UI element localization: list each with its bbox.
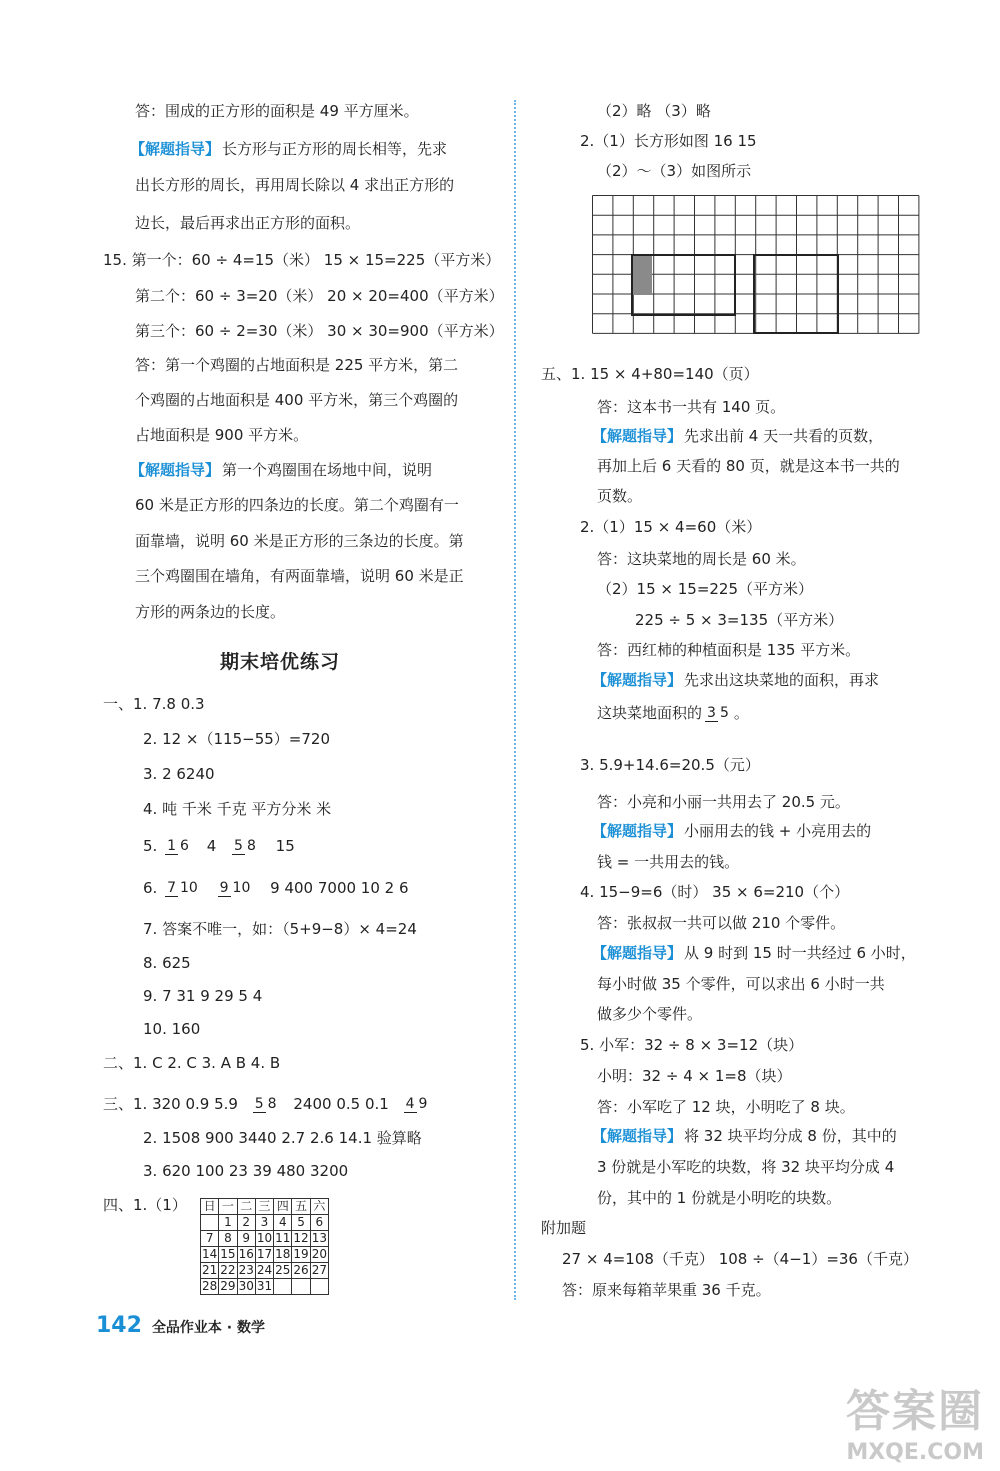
- answer-item: 4. 吨 千米 千克 平方分米 米: [143, 800, 332, 818]
- calendar-cell: 30: [238, 1279, 254, 1293]
- hint-text: 先求出这块菜地的面积，再求: [684, 671, 880, 689]
- calendar-cell: 10: [256, 1231, 273, 1245]
- answer-line: 占地面积是 900 平方米。: [135, 426, 309, 444]
- answer-item-6: [143, 877, 409, 899]
- item-number: 6.: [143, 879, 158, 897]
- calendar-cell: 20: [311, 1247, 327, 1261]
- calendar-cell: 21: [202, 1263, 218, 1277]
- grid-drawing: [592, 195, 922, 335]
- calendar-cell: 二: [237, 1199, 255, 1215]
- calendar-cell: 13: [311, 1231, 327, 1245]
- hint-text: 这块菜地面积的: [597, 704, 703, 722]
- answer-value: 4: [206, 837, 217, 855]
- answer-line: 27 × 4=108（千克） 108 ÷（4−1）=36（千克）: [562, 1250, 918, 1268]
- hint-text: 长方形与正方形的周长相等，先求: [222, 140, 448, 158]
- calendar-cell: 4: [274, 1215, 292, 1231]
- calendar-row: [201, 1231, 329, 1247]
- fraction: [218, 880, 253, 897]
- calendar-cell: 18: [275, 1247, 291, 1261]
- fraction: [232, 838, 258, 855]
- calendar-cell: 三: [255, 1199, 273, 1215]
- answer-line: （2）15 × 15=225（平方米）: [597, 580, 814, 598]
- hint-label: 【解题指导】: [130, 461, 221, 479]
- answer-value: 15: [275, 837, 295, 855]
- hint-text: 。: [733, 704, 749, 722]
- answer-line: 5. 小军：32 ÷ 8 × 3=12（块）: [580, 1036, 804, 1054]
- calendar-cell: [292, 1279, 310, 1295]
- calendar-row: [201, 1215, 329, 1231]
- answer-line: 2.（1）15 × 4=60（米）: [580, 518, 762, 536]
- calendar-cell: 23: [238, 1263, 254, 1277]
- answer-item: 7. 答案不唯一，如：（5+9−8）× 4=24: [143, 920, 417, 938]
- hint-line: 份，其中的 1 份就是小明吃的块数。: [597, 1189, 842, 1207]
- watermark-text: 答案圈: [846, 1386, 984, 1437]
- hint-label: 【解题指导】: [592, 944, 683, 962]
- calendar-cell: 11: [275, 1231, 291, 1245]
- calendar-cell: 四: [274, 1199, 292, 1215]
- calendar-cell: 15: [220, 1247, 236, 1261]
- hint-line: [597, 702, 749, 724]
- section-title: 期末培优练习: [220, 651, 341, 673]
- calendar-row: [201, 1247, 329, 1263]
- calendar-cell: 17: [256, 1247, 273, 1261]
- calendar-cell: 6: [310, 1215, 328, 1231]
- question-15-line: 15. 第一个：60 ÷ 4=15（米） 15 × 15=225（平方米）: [103, 251, 501, 269]
- fraction: [705, 705, 731, 722]
- hint-text: 从 9 时到 15 时一共经过 6 小时，: [684, 944, 916, 962]
- answer-item: 2. 12 ×（115−55）=720: [143, 730, 330, 748]
- calendar-cell: 25: [275, 1263, 291, 1277]
- answer-item: 10. 160: [143, 1020, 201, 1038]
- page-number: 142: [96, 1313, 142, 1338]
- question-15-line: 第三个：60 ÷ 2=30（米） 30 × 30=900（平方米）: [135, 322, 504, 340]
- book-title: 全品作业本 · 数学: [151, 1320, 266, 1336]
- calendar-cell: 3: [255, 1215, 273, 1231]
- fraction-denominator: 10: [232, 880, 251, 896]
- hint-line: [130, 138, 447, 160]
- fraction-numerator: 9: [219, 880, 229, 896]
- fraction-numerator: 3: [707, 705, 716, 721]
- hint-line: [592, 1125, 897, 1147]
- answer-line: 答：第一个鸡圈的占地面积是 225 平方米，第二: [135, 356, 459, 374]
- fraction: [253, 1096, 279, 1113]
- answer-item: 3. 2 6240: [143, 765, 215, 783]
- calendar-cell: 一: [219, 1199, 237, 1215]
- calendar-cell: 27: [311, 1263, 327, 1277]
- calendar-cell: 24: [256, 1263, 273, 1277]
- answer-item: 四、1.（1）: [103, 1196, 187, 1214]
- calendar-cell: 12: [293, 1231, 309, 1245]
- fraction-denominator: 8: [246, 838, 256, 854]
- hint-line: 面靠墙，说明 60 米是正方形的三条边的长度。第: [135, 532, 464, 550]
- answer-line: 答：围成的正方形的面积是 49 平方厘米。: [135, 102, 419, 120]
- hint-text: 将 32 块平均分成 8 份，其中的: [684, 1127, 897, 1145]
- calendar-cell: 31: [256, 1279, 273, 1293]
- hint-label: 【解题指导】: [592, 427, 683, 445]
- fraction-numerator: 4: [405, 1096, 415, 1112]
- hint-line: 做多少个零件。: [597, 1005, 703, 1023]
- answer-values: 三、1. 320 0.9 5.9: [103, 1095, 238, 1113]
- calendar-cell: 1: [219, 1215, 237, 1231]
- hint-line: 再加上后 6 天看的 80 页，就是这本书一共的: [597, 457, 900, 475]
- calendar-cell: 五: [292, 1199, 310, 1215]
- question-15-line: 第二个：60 ÷ 3=20（米） 20 × 20=400（平方米）: [135, 287, 504, 305]
- answer-line: 2.（1）长方形如图 16 15: [580, 132, 757, 150]
- calendar-cell: 9: [237, 1231, 255, 1247]
- calendar-cell: 19: [293, 1247, 309, 1261]
- item-number: 5.: [143, 837, 158, 855]
- hint-line: 方形的两条边的长度。: [135, 603, 286, 621]
- hint-line: [592, 942, 916, 964]
- fraction-denominator: 6: [180, 838, 189, 854]
- hint-line: 三个鸡圈围在墙角，有两面靠墙，说明 60 米是正: [135, 567, 464, 585]
- answer-item: 二、1. C 2. C 3. A B 4. B: [103, 1054, 281, 1072]
- hint-line: 3 份就是小军吃的块数，将 32 块平均分成 4: [597, 1158, 895, 1176]
- calendar-cell: [274, 1279, 292, 1295]
- calendar-cell: [310, 1279, 328, 1295]
- hint-label: 【解题指导】: [592, 671, 683, 689]
- fraction: [404, 1096, 430, 1113]
- calendar-cell: 六: [310, 1199, 328, 1215]
- answer-line: （2）略 （3）略: [597, 102, 711, 120]
- answer-item: 3. 620 100 23 39 480 3200: [143, 1162, 349, 1180]
- calendar-cell: 日: [201, 1199, 219, 1215]
- calendar-cell: 8: [219, 1231, 237, 1247]
- calendar-cell: [201, 1215, 219, 1231]
- fraction-denominator: 9: [418, 1096, 428, 1112]
- answer-line: 答：小军吃了 12 块，小明吃了 8 块。: [597, 1098, 855, 1116]
- hint-line: [592, 669, 879, 691]
- answer-line: 答：这块菜地的周长是 60 米。: [597, 550, 806, 568]
- calendar-cell: 14: [202, 1247, 218, 1261]
- calendar-cell: 22: [220, 1263, 236, 1277]
- calendar-cell: 28: [202, 1279, 218, 1293]
- calendar-cell: 5: [292, 1215, 310, 1231]
- hint-text: 第一个鸡圈围在场地中间，说明: [222, 461, 433, 479]
- hint-line: 60 米是正方形的四条边的长度。第二个鸡圈有一: [135, 496, 459, 514]
- answer-line: 4. 15−9=6（时） 35 × 6=210（个）: [580, 883, 850, 901]
- answer-item: 2. 1508 900 3440 2.7 2.6 14.1 验算略: [143, 1129, 422, 1147]
- hint-line: [130, 459, 432, 481]
- fraction-numerator: 1: [167, 838, 177, 854]
- answer-values: 2400 0.5 0.1: [293, 1095, 389, 1113]
- hint-line: 边长，最后再求出正方形的面积。: [135, 214, 361, 232]
- shaded-rectangle: [632, 255, 652, 295]
- hint-line: [592, 425, 883, 447]
- hint-line: 页数。: [597, 487, 643, 505]
- answer-values: 9 400 7000 10 2 6: [270, 879, 409, 897]
- answer-item: 9. 7 31 9 29 5 4: [143, 987, 263, 1005]
- hint-label: 【解题指导】: [592, 822, 683, 840]
- page-footer: [96, 1313, 265, 1338]
- answer-item-5: [143, 835, 295, 857]
- answer-line: 答：张叔叔一共可以做 210 个零件。: [597, 914, 846, 932]
- calendar-cell: 7: [201, 1231, 219, 1247]
- hint-line: 每小时做 35 个零件，可以求出 6 小时一共: [597, 975, 885, 993]
- hint-line: [592, 820, 871, 842]
- bonus-heading: 附加题: [541, 1219, 587, 1237]
- hint-label: 【解题指导】: [130, 140, 221, 158]
- answer-line: 个鸡圈的占地面积是 400 平方米，第三个鸡圈的: [135, 391, 459, 409]
- watermark-logo: [788, 1375, 988, 1465]
- fraction-numerator: 5: [254, 1096, 264, 1112]
- hint-line: 钱 = 一共用去的钱。: [597, 853, 740, 871]
- hint-text: 小丽用去的钱 + 小亮用去的: [684, 822, 872, 840]
- fraction-denominator: 10: [180, 880, 198, 896]
- fraction: [165, 880, 200, 897]
- calendar-row: [201, 1279, 329, 1295]
- calendar-cell: 26: [293, 1263, 309, 1277]
- answer-line: 3. 5.9+14.6=20.5（元）: [580, 756, 760, 774]
- answer-item-3-1: [103, 1093, 432, 1115]
- answer-line: 小明：32 ÷ 4 × 1=8（块）: [597, 1067, 792, 1085]
- hint-text: 先求出前 4 天一共看的页数，: [684, 427, 884, 445]
- fraction: [165, 838, 191, 855]
- hint-line: 出长方形的周长，再用周长除以 4 求出正方形的: [135, 176, 455, 194]
- answer-item: 8. 625: [143, 954, 191, 972]
- calendar-row: [201, 1263, 329, 1279]
- hint-label: 【解题指导】: [592, 1127, 683, 1145]
- fraction-numerator: 7: [167, 880, 177, 896]
- column-divider: [514, 100, 516, 1300]
- answer-line: 答：这本书一共有 140 页。: [597, 398, 786, 416]
- calendar-header-row: [201, 1199, 329, 1215]
- watermark-url: MXQE.COM: [846, 1440, 984, 1465]
- answer-line: 答：小亮和小丽一共用去了 20.5 元。: [597, 793, 850, 811]
- calendar-cell: 29: [220, 1279, 236, 1293]
- fraction-denominator: 8: [267, 1096, 277, 1112]
- answer-line: 225 ÷ 5 × 3=135（平方米）: [635, 611, 844, 629]
- calendar-table: [200, 1198, 329, 1295]
- grid-figure: [592, 195, 922, 339]
- answer-item: 一、1. 7.8 0.3: [103, 695, 205, 713]
- calendar-cell: 2: [237, 1215, 255, 1231]
- calendar-cell: 16: [238, 1247, 254, 1261]
- fraction-numerator: 5: [234, 838, 243, 854]
- fraction-denominator: 5: [719, 705, 729, 721]
- answer-line: 答：原来每箱苹果重 36 千克。: [562, 1281, 771, 1299]
- answer-line: 答：西红柿的种植面积是 135 平方米。: [597, 641, 861, 659]
- answer-line: 五、1. 15 × 4+80=140（页）: [541, 365, 759, 383]
- answer-line: （2）～（3）如图所示: [597, 162, 752, 180]
